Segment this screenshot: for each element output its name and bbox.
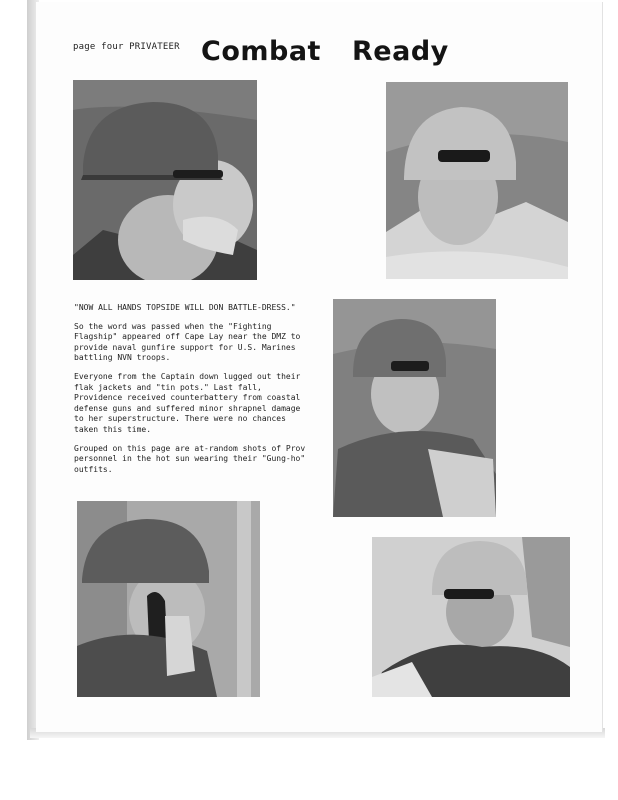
- photo-sailor-on-phone: [77, 501, 260, 697]
- page-title-word-1: Combat: [201, 36, 321, 67]
- article-paragraph-2: So the word was passed when the "Fighting Flagship" appeared off Cape Lay near the DMZ to provide naval gunfire support for U.S. Marines battling NVN troops.: [74, 321, 301, 363]
- photo-sailor-sunglasses-helmet: [386, 82, 568, 279]
- article-paragraph-3: Everyone from the Captain down lugged out their flak jackets and "tin pots." Last fall, Providence received counterbattery from coastal defense guns and suffered minor shrapnel damage to her superstructure. There were no chances taken this time.: [74, 371, 301, 434]
- article-paragraph-1: "NOW ALL HANDS TOPSIDE WILL DON BATTLE-DRESS.": [74, 303, 296, 312]
- article-paragraph-4: Grouped on this page are at-random shots of Prov personnel in the hot sun wearing their "Gung-ho" outfits.: [74, 443, 306, 474]
- photo-sailor-goggles-helmet: [372, 537, 570, 697]
- page-title-word-2: Ready: [352, 36, 449, 67]
- article-body: [74, 303, 310, 483]
- photo-helmeted-sailor-hand-on-chin: [73, 80, 257, 280]
- photo-sailor-flak-jacket: [333, 299, 496, 517]
- page-label: page four PRIVATEER: [73, 42, 180, 52]
